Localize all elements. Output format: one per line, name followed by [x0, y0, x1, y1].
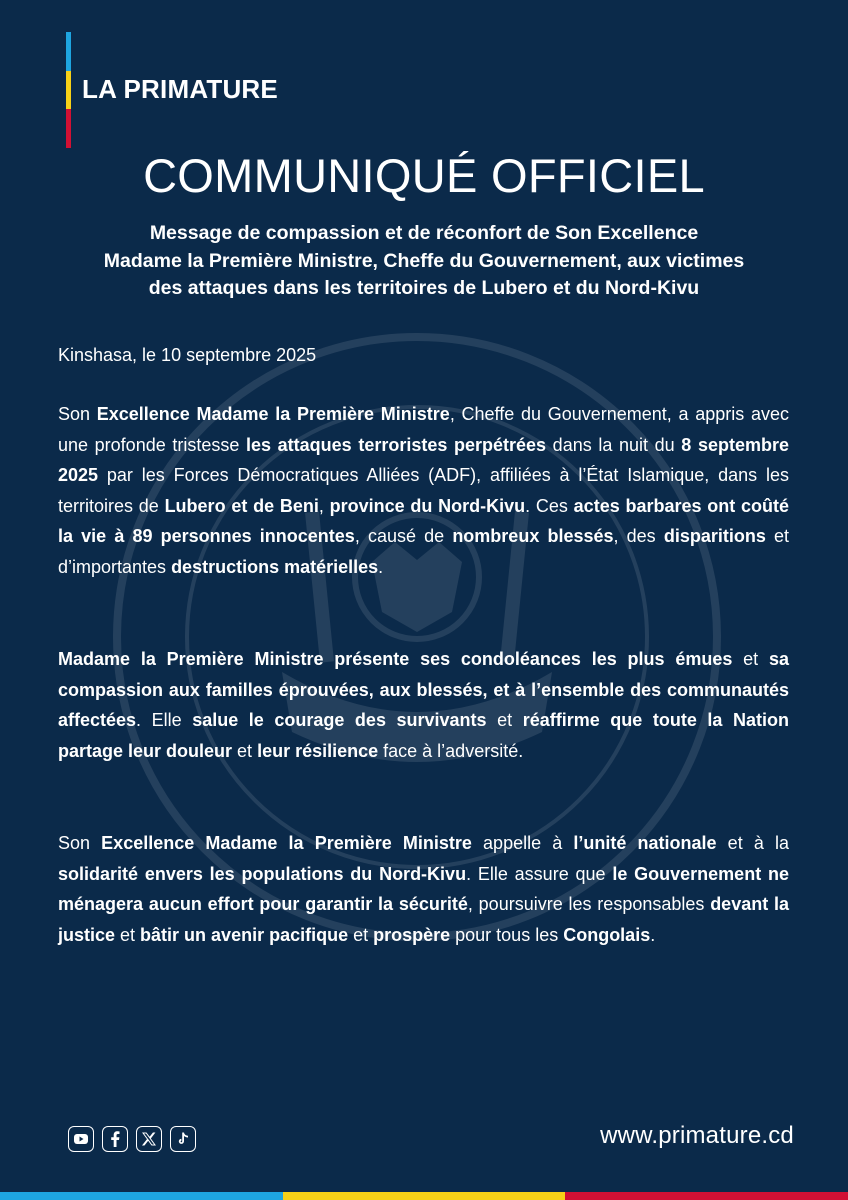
- emphasis-text: Excellence Madame la Première Ministre: [96, 404, 450, 424]
- emphasis-text: le Gouvernement ne ménagera aucun effort pour garantir la sécurité: [58, 863, 789, 914]
- body-text-run: .: [378, 556, 384, 577]
- body-text-run: . Elle assure que: [466, 863, 613, 884]
- emphasis-text: l’unité nationale: [573, 833, 717, 853]
- x-icon[interactable]: [136, 1126, 162, 1152]
- body-text-run: , poursuivre les responsables: [467, 894, 711, 914]
- emphasis-text: Excellence Madame la Première Ministre: [101, 833, 472, 853]
- body-text-run: Son: [58, 833, 102, 853]
- emphasis-text: les attaques terroristes perpétrées: [246, 434, 547, 455]
- emphasis-text: leur résilience: [257, 740, 379, 761]
- subtitle-line: Madame la Première Ministre, Cheffe du Gouvernement, aux victimes: [103, 249, 745, 272]
- band-red-segment: [565, 1192, 848, 1200]
- youtube-icon[interactable]: [68, 1126, 94, 1152]
- flag-blue-segment: [66, 32, 71, 71]
- body-text-run: et: [348, 924, 374, 945]
- body-text-run: . Ces: [525, 495, 574, 516]
- flag-red-segment: [66, 109, 71, 148]
- emphasis-text: province du Nord-Kivu: [329, 495, 526, 516]
- body-text-run: , causé de: [354, 526, 453, 546]
- paragraph-3: [58, 828, 789, 950]
- emphasis-text: solidarité envers les populations du Nord-Kivu: [58, 863, 467, 884]
- website-link[interactable]: www.primature.cd: [600, 1122, 794, 1149]
- body-text-run: . Elle: [136, 710, 193, 730]
- subtitle: [60, 220, 788, 303]
- paragraph-1: [58, 399, 789, 582]
- emphasis-text: salue le courage des survivants: [192, 710, 487, 730]
- emphasis-text: Madame la Première Ministre présente ses condoléances les plus émues: [58, 649, 733, 669]
- body-text-run: .: [650, 924, 656, 945]
- body-text-run: par les Forces Démocratiques Alliées (ADF), affiliées à l’État Islamique, dans les territoires de: [58, 465, 789, 516]
- body-text-run: appelle à: [471, 833, 574, 853]
- facebook-icon[interactable]: [102, 1126, 128, 1152]
- subtitle-line: des attaques dans les territoires de Lubero et du Nord-Kivu: [148, 277, 700, 299]
- paragraph-2: [58, 644, 789, 766]
- band-blue-segment: [0, 1192, 283, 1200]
- page-title: COMMUNIQUÉ OFFICIEL: [143, 149, 705, 202]
- emphasis-text: Congolais: [563, 924, 651, 945]
- tiktok-icon[interactable]: [170, 1126, 196, 1152]
- body-text-run: et: [732, 649, 769, 669]
- emphasis-text: réaffirme que toute la Nation partage leur douleur: [58, 710, 789, 761]
- subtitle-line: Message de compassion et de réconfort de Son Excellence: [149, 222, 699, 244]
- body-text-run: pour tous les: [450, 924, 564, 945]
- body-text-run: , Cheffe du Gouvernement, a appris avec une profonde tristesse: [58, 404, 789, 455]
- body-text-run: Son: [58, 404, 97, 424]
- flag-yellow-segment: [66, 71, 71, 110]
- place-date: Kinshasa, le 10 septembre 2025: [58, 345, 317, 365]
- body-text-run: dans la nuit du: [546, 434, 682, 455]
- band-yellow-segment: [283, 1192, 566, 1200]
- emphasis-text: destructions matérielles: [171, 556, 379, 577]
- emphasis-text: disparitions: [663, 526, 766, 546]
- body-text-run: , des: [613, 526, 664, 546]
- emphasis-text: actes barbares ont coûté la vie à 89 personnes innocentes: [58, 495, 790, 546]
- body-text-run: face à l’adversité.: [378, 740, 524, 761]
- body-text-run: et: [115, 924, 141, 945]
- body-text-run: et: [232, 740, 258, 761]
- brand-name: LA PRIMATURE: [82, 74, 278, 104]
- flag-band-bottom: [0, 1192, 848, 1200]
- body-text-run: et à la: [716, 833, 789, 853]
- body-text-run: et: [486, 710, 523, 730]
- emphasis-text: prospère: [373, 924, 451, 945]
- emphasis-text: sa compassion aux familles éprouvées, aux blessés, et à l’ensemble des communautés affectées: [58, 649, 789, 730]
- emphasis-text: 8 septembre 2025: [58, 434, 789, 485]
- body-text-run: ,: [318, 495, 330, 516]
- emphasis-text: devant la justice: [58, 894, 790, 945]
- brand-flag-bar: [66, 32, 71, 148]
- emphasis-text: Lubero et de Beni: [164, 495, 319, 516]
- emphasis-text: nombreux blessés: [452, 526, 614, 546]
- social-links: [68, 1126, 196, 1152]
- emphasis-text: bâtir un avenir pacifique: [140, 924, 349, 945]
- body-text-run: et d’importantes: [58, 526, 789, 577]
